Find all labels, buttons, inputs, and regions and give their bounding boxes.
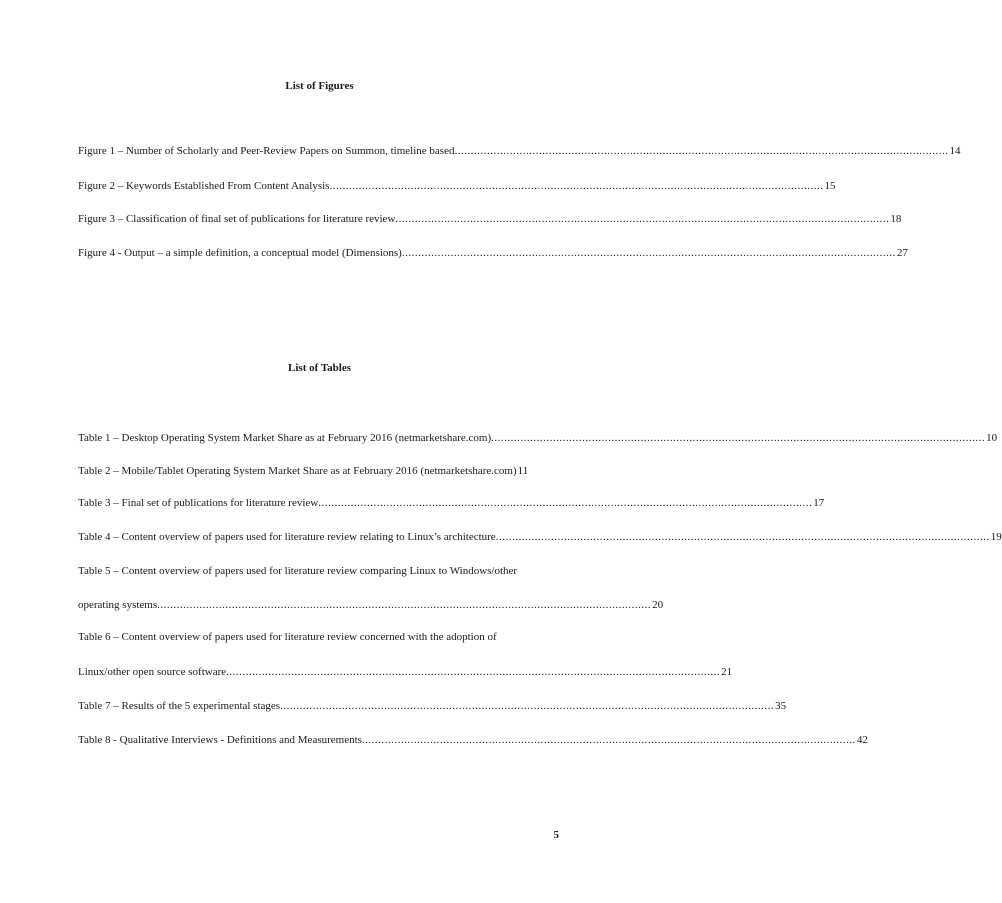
figure-entry-title: Figure 3 – Classification of final set of publications for literature review — [78, 213, 396, 225]
dot-leader: ........................................................................................................................................................ — [401, 247, 896, 259]
list-of-tables-heading: List of Tables — [288, 362, 351, 374]
dot-leader: ........................................................................................................................................................ — [361, 734, 856, 746]
table-entry-title-line-1: Table 5 – Content overview of papers used for literature review comparing Linux to Windows/other — [78, 565, 518, 577]
table-entry-page: 11 — [517, 465, 529, 477]
dot-leader: ........................................................................................................................................................ — [157, 599, 652, 611]
dot-leader: ........................................................................................................................................................ — [226, 666, 721, 678]
dot-leader: ........................................................................................................................................................ — [318, 497, 813, 509]
table-entry-8[interactable] — [78, 733, 868, 747]
table-entry-page: 35 — [775, 700, 787, 712]
table-entry-page: 42 — [856, 734, 868, 746]
dot-leader: ........................................................................................................................................................ — [491, 432, 986, 444]
table-entry-title-line-1: Table 6 – Content overview of papers used for literature review concerned with the adoption of — [78, 631, 497, 643]
table-entry-2[interactable] — [78, 464, 559, 478]
table-entry-7[interactable] — [78, 699, 787, 713]
figure-entry-3[interactable] — [78, 212, 902, 226]
dot-leader: ........................................................................................................................................................ — [495, 531, 990, 543]
figure-entry-title: Figure 1 – Number of Scholarly and Peer-Review Papers on Summon, timeline based — [78, 145, 455, 157]
dot-leader: ........................................................................................................................................................ — [454, 145, 949, 157]
table-entry-page: 19 — [990, 531, 1002, 543]
table-entry-4[interactable] — [78, 530, 1002, 544]
table-entry-page: 17 — [813, 497, 825, 509]
table-entry-title: operating systems — [78, 599, 158, 611]
table-entry-title: Table 2 – Mobile/Tablet Operating System Market Share as at February 2016 (netmarketshare.com) — [78, 465, 517, 477]
table-entry-title: Table 3 – Final set of publications for literature review — [78, 497, 319, 509]
table-entry-page: 10 — [986, 432, 998, 444]
dot-leader: ........................................................................................................................................................ — [280, 700, 775, 712]
figure-entry-4[interactable] — [78, 246, 908, 260]
table-entry-page: 21 — [721, 666, 733, 678]
figure-entry-title: Figure 4 - Output – a simple definition, a conceptual model (Dimensions) — [78, 247, 402, 259]
table-entry-5-line-1[interactable] — [78, 564, 559, 578]
figure-entry-2[interactable] — [78, 179, 836, 193]
figure-entry-page: 27 — [896, 247, 908, 259]
table-entry-3[interactable] — [78, 496, 825, 510]
list-of-figures-heading: List of Figures — [285, 80, 354, 92]
table-entry-1[interactable] — [78, 431, 998, 445]
dot-leader: ........................................................................................................................................................ — [329, 180, 824, 192]
figure-entry-page: 15 — [824, 180, 836, 192]
table-entry-5[interactable] — [78, 598, 664, 612]
page-number: 5 — [553, 829, 559, 841]
figure-entry-1[interactable] — [78, 144, 961, 158]
table-entry-title: Linux/other open source software — [78, 666, 227, 678]
figure-entry-title: Figure 2 – Keywords Established From Content Analysis — [78, 180, 330, 192]
table-entry-6-line-1[interactable] — [78, 630, 559, 644]
table-entry-page: 20 — [652, 599, 664, 611]
figure-entry-page: 14 — [949, 145, 961, 157]
figure-entry-page: 18 — [890, 213, 902, 225]
table-entry-title: Table 1 – Desktop Operating System Market Share as at February 2016 (netmarketshare.com) — [78, 432, 492, 444]
table-entry-6[interactable] — [78, 665, 733, 679]
dot-leader: ........................................................................................................................................................ — [395, 213, 890, 225]
table-entry-title: Table 7 – Results of the 5 experimental stages — [78, 700, 281, 712]
table-entry-title: Table 4 – Content overview of papers used for literature review relating to Linux’s architecture — [78, 531, 496, 543]
table-entry-title: Table 8 - Qualitative Interviews - Definitions and Measurements — [78, 734, 362, 746]
